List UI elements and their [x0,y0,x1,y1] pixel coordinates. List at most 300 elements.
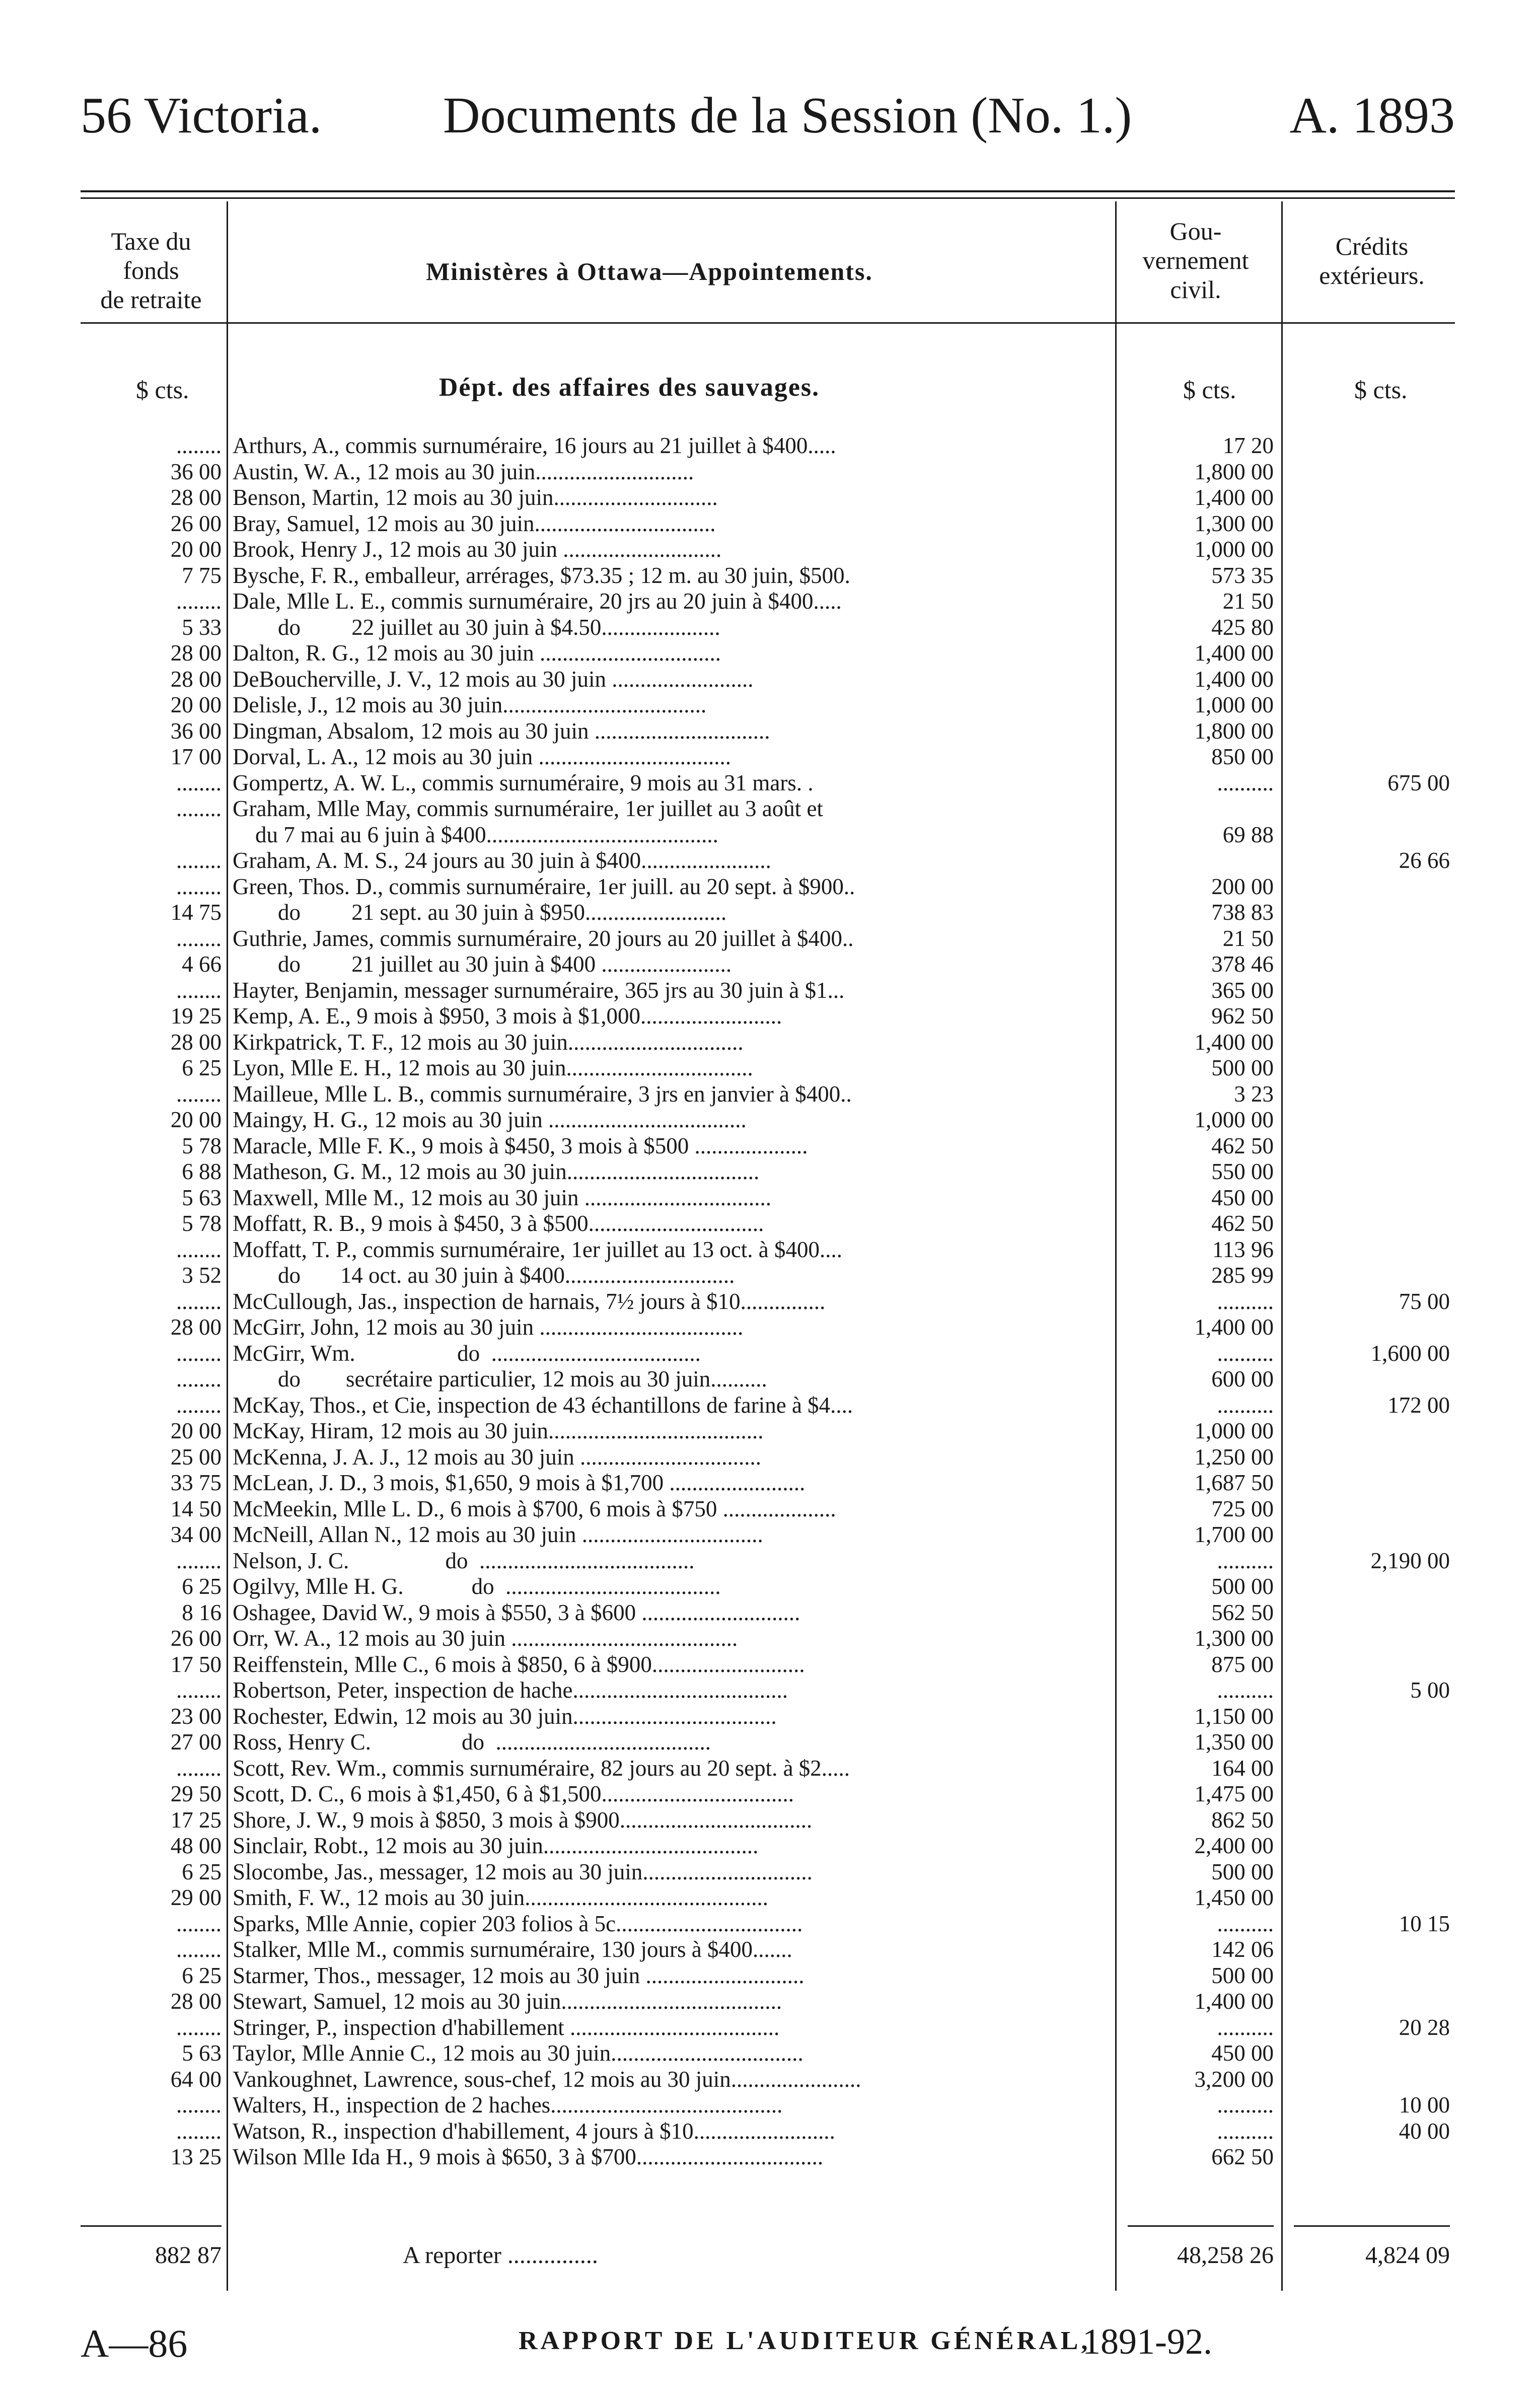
cell-taxe: ........ [176,925,222,951]
cell-description: McKay, Thos., et Cie, inspection de 43 échantillons de farine à $4.... [233,1392,853,1418]
cell-gouvernement: 1,350 00 [1194,1729,1274,1755]
cell-taxe: 29 00 [170,1885,222,1910]
header-bottom-rule [81,322,1455,324]
cell-description: McMeekin, Mlle L. D., 6 mois à $700, 6 mois à $750 .................... [233,1496,836,1521]
table-row [0,2067,1540,2092]
cell-taxe: 28 00 [170,1029,222,1055]
cell-description: Sparks, Mlle Annie, copier 203 folios à 5c................................. [233,1911,803,1936]
table-row [0,1522,1540,1548]
cell-description: Maxwell, Mlle M., 12 mois au 30 juin ................................. [233,1185,771,1210]
cell-gouvernement: 662 50 [1211,2144,1274,2169]
table-row [0,2119,1540,2144]
table-row [0,1729,1540,1755]
table-row [0,1781,1540,1807]
cell-description: do 21 sept. au 30 juin à $950......................... [233,900,727,925]
table-row [0,511,1540,537]
table-row [0,1289,1540,1315]
cell-gouvernement: 600 00 [1211,1366,1274,1392]
cell-credits: 2,190 00 [1370,1548,1450,1573]
totals-rule-gouv [1128,2225,1274,2227]
cell-description: Scott, Rev. Wm., commis surnuméraire, 82 jours au 20 sept. à $2..... [233,1755,850,1781]
cell-gouvernement: 550 00 [1211,1159,1274,1184]
cell-gouvernement: 1,150 00 [1194,1703,1274,1729]
table-row [0,1600,1540,1626]
cell-taxe: 6 25 [182,1574,222,1599]
total-credits: 4,824 09 [1365,2242,1450,2269]
cell-taxe: 20 00 [170,1107,222,1132]
cell-taxe: 6 25 [182,1055,222,1080]
cell-description: Brook, Henry J., 12 mois au 30 juin ............................ [233,537,722,562]
cell-credits: 10 00 [1399,2092,1450,2118]
table-row [0,1963,1540,1989]
cell-taxe: 5 63 [182,2041,222,2066]
table-row [0,615,1540,640]
table-row [0,1081,1540,1107]
table-row [0,1756,1540,1781]
cell-gouvernement: .......... [1217,1392,1274,1418]
cell-taxe: ........ [176,1288,222,1314]
cell-gouvernement: .......... [1217,770,1274,795]
cell-taxe: 17 50 [170,1651,222,1677]
table-row [0,1133,1540,1159]
cell-description: Stalker, Mlle M., commis surnuméraire, 130 jours à $400....... [233,1937,792,1962]
cell-gouvernement: 875 00 [1211,1651,1274,1677]
cell-credits: 5 00 [1410,1678,1450,1703]
cell-description: Reiffenstein, Mlle C., 6 mois à $850, 6 à $900........................... [233,1651,805,1677]
cell-taxe: 34 00 [170,1522,222,1547]
cell-taxe: ........ [176,1678,222,1703]
table-row [0,874,1540,900]
table-row [0,1003,1540,1029]
cell-description: McLean, J. D., 3 mois, $1,650, 9 mois à $1,700 ........................ [233,1470,805,1495]
cell-taxe: ........ [176,1911,222,1936]
cell-gouvernement: 113 96 [1212,1236,1274,1262]
cell-gouvernement: 200 00 [1211,873,1274,899]
cell-credits: 10 15 [1399,1911,1450,1936]
col-head-credits [1289,216,1455,337]
table-title: Ministères à Ottawa—Appointements. [426,257,873,285]
cell-gouvernement: .......... [1217,2014,1274,2040]
table-row [0,2015,1540,2041]
table-row [0,1833,1540,1859]
cell-description: Moffatt, R. B., 9 mois à $450, 3 à $500............................... [233,1211,764,1236]
table-row [0,1807,1540,1833]
cell-description: Smith, F. W., 12 mois au 30 juin........................................... [233,1885,768,1910]
cell-taxe: ........ [176,1340,222,1366]
cell-description: Ogilvy, Mlle H. G. do ...................................... [233,1574,721,1599]
cell-gouvernement: 1,687 50 [1194,1470,1274,1495]
unit-taxe: $ cts. [136,376,189,404]
table-row [0,485,1540,511]
cell-taxe: ........ [176,1937,222,1962]
cell-description: Maracle, Mlle F. K., 9 mois à $450, 3 mois à $500 .................... [233,1133,808,1158]
cell-description: Kirkpatrick, T. F., 12 mois au 30 juin............................... [233,1029,744,1055]
cell-description: Lyon, Mlle E. H., 12 mois au 30 juin................................. [233,1055,753,1080]
cell-description: do secrétaire particulier, 12 mois au 30 juin.......... [233,1366,767,1392]
cell-gouvernement: .......... [1217,1678,1274,1703]
cell-gouvernement: 365 00 [1211,977,1274,1003]
top-rule-2 [81,197,1455,199]
cell-taxe: 29 50 [170,1781,222,1806]
cell-description: Watson, R., inspection d'habillement, 4 jours à $10......................... [233,2118,835,2144]
cell-credits: 675 00 [1387,770,1450,795]
table-row [0,1366,1540,1392]
total-taxe: 882 87 [155,2242,222,2269]
cell-gouvernement: 462 50 [1211,1211,1274,1236]
cell-credits: 172 00 [1387,1392,1450,1418]
cell-description: Sinclair, Robt., 12 mois au 30 juin...................................... [233,1833,759,1858]
col-head-gouv [1118,216,1274,337]
cell-description: Mailleue, Mlle L. B., commis surnuméraire, 3 jrs en janvier à $400.. [233,1081,852,1107]
cell-gouvernement: 3 23 [1234,1081,1274,1107]
cell-description: Stringer, P., inspection d'habillement ..................................... [233,2014,780,2040]
table-row [0,978,1540,1003]
cell-taxe: 13 25 [170,2144,222,2169]
col-head-taxe [81,216,222,337]
cell-gouvernement: 1,400 00 [1194,1989,1274,2014]
report-title: RAPPORT DE L'AUDITEUR GÉNÉRAL, [519,2326,1091,2355]
cell-description: do 14 oct. au 30 juin à $400.............................. [233,1263,735,1288]
cell-description: Scott, D. C., 6 mois à $1,450, 6 à $1,500.................................. [233,1781,794,1806]
table-row [0,1211,1540,1236]
cell-description: Vankoughnet, Lawrence, sous-chef, 12 mois au 30 juin....................... [233,2066,861,2092]
col-gouv-line-1: Gou- [1169,217,1222,245]
cell-gouvernement: .......... [1217,1548,1274,1573]
totals-rule-credits [1294,2225,1450,2227]
table-row [0,1678,1540,1703]
col-taxe-line-2: fonds [123,256,179,284]
cell-taxe: ........ [176,1392,222,1418]
cell-gouvernement: 1,400 00 [1194,1315,1274,1340]
totals-row [0,2240,1540,2271]
cell-taxe: 20 00 [170,537,222,562]
cell-taxe: 19 25 [170,1003,222,1029]
cell-description: Ross, Henry C. do ...................................... [233,1729,711,1755]
cell-gouvernement: 1,400 00 [1194,485,1274,510]
table-row [0,459,1540,485]
cell-taxe: 26 00 [170,511,222,536]
section-title: Dépt. des affaires des sauvages. [438,373,820,402]
cell-description: du 7 mai au 6 juin à $400......................................... [233,822,718,847]
cell-taxe: ........ [176,589,222,614]
cell-gouvernement: 862 50 [1211,1807,1274,1833]
cell-credits: 75 00 [1399,1288,1450,1314]
cell-description: Kemp, A. E., 9 mois à $950, 3 mois à $1,000......................... [233,1003,782,1029]
cell-gouvernement: 17 20 [1222,433,1274,458]
cell-taxe: 28 00 [170,640,222,666]
table-row [0,796,1540,822]
cell-taxe: ........ [176,1236,222,1262]
cell-gouvernement: 1,475 00 [1194,1781,1274,1806]
table-row [0,926,1540,952]
total-gouv: 48,258 26 [1177,2242,1274,2269]
cell-gouvernement: 1,400 00 [1194,1029,1274,1055]
cell-gouvernement: 573 35 [1211,562,1274,588]
cell-taxe: 6 25 [182,1859,222,1884]
cell-gouvernement: 1,400 00 [1194,666,1274,692]
cell-description: do 22 juillet au 30 juin à $4.50..................... [233,614,720,640]
cell-gouvernement: 21 50 [1222,925,1274,951]
cell-taxe: 7 75 [182,562,222,588]
cell-description: Dalton, R. G., 12 mois au 30 juin ................................ [233,640,721,666]
cell-taxe: 14 50 [170,1496,222,1521]
cell-taxe: 17 00 [170,744,222,769]
table-row [0,563,1540,589]
cell-taxe: 28 00 [170,485,222,510]
cell-description: Matheson, G. M., 12 mois au 30 juin.................................. [233,1159,760,1184]
page-header [81,86,1455,146]
unit-gouv: $ cts. [1183,376,1236,404]
table-row [0,718,1540,744]
table-row [0,1652,1540,1678]
table-row [0,1937,1540,1962]
cell-taxe: ........ [176,796,222,821]
cell-description: Walters, H., inspection de 2 haches......................................... [233,2092,783,2118]
cell-gouvernement: 1,800 00 [1194,718,1274,744]
cell-taxe: 5 33 [182,614,222,640]
table-row [0,2144,1540,2170]
cell-taxe: ........ [176,2014,222,2040]
cell-taxe: 48 00 [170,1833,222,1858]
cell-gouvernement: .......... [1217,2118,1274,2144]
cell-taxe: 8 16 [182,1599,222,1625]
cell-taxe: 6 25 [182,1962,222,1988]
cell-credits: 1,600 00 [1370,1340,1450,1366]
cell-taxe: 3 52 [182,1263,222,1288]
cell-description: Graham, A. M. S., 24 jours au 30 juin à $400....................... [233,848,771,873]
cell-taxe: ........ [176,873,222,899]
table-row [0,770,1540,796]
cell-gouvernement: 500 00 [1211,1859,1274,1884]
cell-gouvernement: 1,000 00 [1194,537,1274,562]
cell-taxe: 33 75 [170,1470,222,1495]
cell-gouvernement: 1,700 00 [1194,1522,1274,1547]
table-row [0,1418,1540,1444]
cell-description: Slocombe, Jas., messager, 12 mois au 30 juin.............................. [233,1859,813,1884]
cell-description: Shore, J. W., 9 mois à $850, 3 mois à $900.................................. [233,1807,813,1833]
col-taxe-line-1: Taxe du [111,227,191,255]
table-row [0,1574,1540,1599]
table-row [0,1315,1540,1340]
cell-taxe: 14 75 [170,900,222,925]
cell-gouvernement: .......... [1217,2092,1274,2118]
cell-gouvernement: 462 50 [1211,1133,1274,1158]
cell-description: Maingy, H. G., 12 mois au 30 juin ................................... [233,1107,747,1132]
table-row [0,1185,1540,1211]
table-row [0,1704,1540,1729]
cell-description: Wilson Mlle Ida H., 9 mois à $650, 3 à $700................................. [233,2144,824,2169]
cell-gouvernement: 69 88 [1222,822,1274,847]
cell-gouvernement: .......... [1217,1911,1274,1936]
cell-gouvernement: 850 00 [1211,744,1274,769]
col-gouv-line-2: vernement [1142,246,1249,274]
cell-gouvernement: 1,000 00 [1194,692,1274,717]
table-row [0,1626,1540,1651]
table-row [0,640,1540,666]
cell-gouvernement: 500 00 [1211,1962,1274,1988]
cell-gouvernement: 285 99 [1211,1263,1274,1288]
cell-gouvernement: 500 00 [1211,1574,1274,1599]
cell-taxe: 5 78 [182,1133,222,1158]
cell-description: Green, Thos. D., commis surnuméraire, 1er juill. au 20 sept. à $900.. [233,873,855,899]
cell-description: Robertson, Peter, inspection de hache...................................... [233,1678,788,1703]
cell-description: Arthurs, A., commis surnuméraire, 16 jours au 21 juillet à $400..... [233,433,836,458]
cell-description: McGirr, Wm. do ..................................... [233,1340,701,1366]
cell-description: Moffatt, T. P., commis surnuméraire, 1er juillet au 13 oct. à $400.... [233,1236,843,1262]
page-number: A—86 [81,2321,188,2365]
page-footer [81,2321,1455,2366]
cell-description: Dingman, Absalom, 12 mois au 30 juin ............................... [233,718,770,744]
table-row [0,1237,1540,1263]
table-row [0,1055,1540,1081]
cell-description: Graham, Mlle May, commis surnuméraire, 1er juillet au 3 août et [233,796,823,821]
table-row [0,744,1540,770]
cell-gouvernement: 1,450 00 [1194,1885,1274,1910]
col-gouv-line-3: civil. [1170,275,1221,304]
table-row [0,1911,1540,1937]
top-rule-1 [81,190,1455,192]
cell-credits: 40 00 [1399,2118,1450,2144]
cell-gouvernement: 725 00 [1211,1496,1274,1521]
cell-gouvernement: 378 46 [1211,952,1274,977]
cell-taxe: ........ [176,1548,222,1573]
cell-gouvernement: 500 00 [1211,1055,1274,1080]
table-row [0,1444,1540,1470]
cell-taxe: ........ [176,1081,222,1107]
cell-taxe: 4 66 [182,952,222,977]
cell-gouvernement: 3,200 00 [1194,2066,1274,2092]
table-row [0,589,1540,614]
cell-description: Starmer, Thos., messager, 12 mois au 30 juin ............................ [233,1962,804,1988]
table-row [0,537,1540,562]
cell-gouvernement: .......... [1217,1288,1274,1314]
cell-description: Guthrie, James, commis surnuméraire, 20 jours au 20 juillet à $400.. [233,925,854,951]
cell-description: Bray, Samuel, 12 mois au 30 juin................................ [233,511,716,536]
cell-description: Austin, W. A., 12 mois au 30 juin............................ [233,459,694,484]
header-right: A. 1893 [1289,87,1455,144]
table-row [0,952,1540,977]
cell-description: Hayter, Benjamin, messager surnuméraire, 365 jrs au 30 juin à $1... [233,977,845,1003]
cell-taxe: 20 00 [170,692,222,717]
table-row [0,667,1540,692]
cell-taxe: 25 00 [170,1444,222,1470]
report-year: 1891-92. [1082,2321,1212,2362]
cell-gouvernement: 1,250 00 [1194,1444,1274,1470]
cell-taxe: 64 00 [170,2066,222,2092]
cell-gouvernement: 21 50 [1222,589,1274,614]
totals-rule-taxe [81,2225,222,2227]
table-row [0,1496,1540,1522]
table-row [0,1107,1540,1133]
cell-taxe: 23 00 [170,1703,222,1729]
cell-taxe: 36 00 [170,718,222,744]
cell-taxe: 28 00 [170,1315,222,1340]
table-row [0,1885,1540,1911]
table-row [0,848,1540,873]
cell-description: Bysche, F. R., emballeur, arrérages, $73.35 ; 12 m. au 30 juin, $500. [233,562,850,588]
cell-description: Rochester, Edwin, 12 mois au 30 juin.................................... [233,1703,777,1729]
cell-gouvernement: 1,300 00 [1194,1626,1274,1651]
cell-description: Orr, W. A., 12 mois au 30 juin ........................................ [233,1626,738,1651]
cell-gouvernement: 1,300 00 [1194,511,1274,536]
cell-taxe: 26 00 [170,1626,222,1651]
cell-taxe: ........ [176,848,222,873]
cell-gouvernement: 1,000 00 [1194,1107,1274,1132]
cell-description: Delisle, J., 12 mois au 30 juin.................................... [233,692,707,717]
cell-description: Dale, Mlle L. E., commis surnuméraire, 20 jrs au 20 juin à $400..... [233,589,842,614]
table-row [0,1263,1540,1288]
cell-taxe: 27 00 [170,1729,222,1755]
header-center: Documents de la Session (No. 1.) [443,87,1132,144]
table-row [0,692,1540,718]
cell-description: DeBoucherville, J. V., 12 mois au 30 juin ......................... [233,666,754,692]
cell-gouvernement: 1,400 00 [1194,640,1274,666]
col-taxe-line-3: de retraite [100,285,202,314]
cell-credits: 20 28 [1399,2014,1450,2040]
cell-gouvernement: 142 06 [1211,1937,1274,1962]
cell-taxe: 36 00 [170,459,222,484]
cell-description: McKay, Hiram, 12 mois au 30 juin...................................... [233,1418,764,1443]
cell-description: McCullough, Jas., inspection de harnais, 7½ jours à $10............... [233,1288,826,1314]
total-label: A reporter ............... [403,2242,598,2269]
cell-gouvernement: 450 00 [1211,2041,1274,2066]
cell-gouvernement: 425 80 [1211,614,1274,640]
cell-gouvernement: 962 50 [1211,1003,1274,1029]
table-row [0,900,1540,925]
cell-gouvernement: 738 83 [1211,900,1274,925]
cell-taxe: ........ [176,1366,222,1392]
cell-gouvernement: 1,000 00 [1194,1418,1274,1443]
table-row [0,1030,1540,1055]
cell-taxe: 28 00 [170,1989,222,2014]
cell-taxe: 17 25 [170,1807,222,1833]
cell-description: McGirr, John, 12 mois au 30 juin .................................... [233,1315,744,1340]
cell-taxe: ........ [176,2092,222,2118]
table-row [0,1989,1540,2014]
unit-credits: $ cts. [1354,376,1408,404]
cell-taxe: ........ [176,2118,222,2144]
cell-description: Dorval, L. A., 12 mois au 30 juin .................................. [233,744,731,769]
cell-description: Oshagee, David W., 9 mois à $550, 3 à $600 ............................ [233,1599,800,1625]
cell-taxe: 5 78 [182,1211,222,1236]
cell-description: McKenna, J. A. J., 12 mois au 30 juin ................................ [233,1444,761,1470]
table-row [0,1159,1540,1185]
cell-taxe: 20 00 [170,1418,222,1443]
cell-gouvernement: 562 50 [1211,1599,1274,1625]
cell-gouvernement: 1,800 00 [1194,459,1274,484]
cell-gouvernement: 450 00 [1211,1185,1274,1210]
cell-gouvernement: 2,400 00 [1194,1833,1274,1858]
table-row [0,1393,1540,1418]
cell-description: Taylor, Mlle Annie C., 12 mois au 30 juin.................................. [233,2041,803,2066]
cell-description: McNeill, Allan N., 12 mois au 30 juin ................................ [233,1522,763,1547]
table-row [0,1341,1540,1366]
cell-taxe: 28 00 [170,666,222,692]
table-row [0,2041,1540,2066]
cell-credits: 26 66 [1399,848,1450,873]
col-credits-line-2: extérieurs. [1319,261,1425,289]
table-row [0,1548,1540,1574]
cell-taxe: ........ [176,1755,222,1781]
table-row [0,1470,1540,1496]
table-row [0,822,1540,848]
cell-taxe: 5 63 [182,1185,222,1210]
cell-gouvernement: .......... [1217,1340,1274,1366]
cell-description: Nelson, J. C. do ...................................... [233,1548,695,1573]
cell-description: Stewart, Samuel, 12 mois au 30 juin....................................... [233,1989,782,2014]
table-row [0,1859,1540,1885]
cell-taxe: ........ [176,977,222,1003]
